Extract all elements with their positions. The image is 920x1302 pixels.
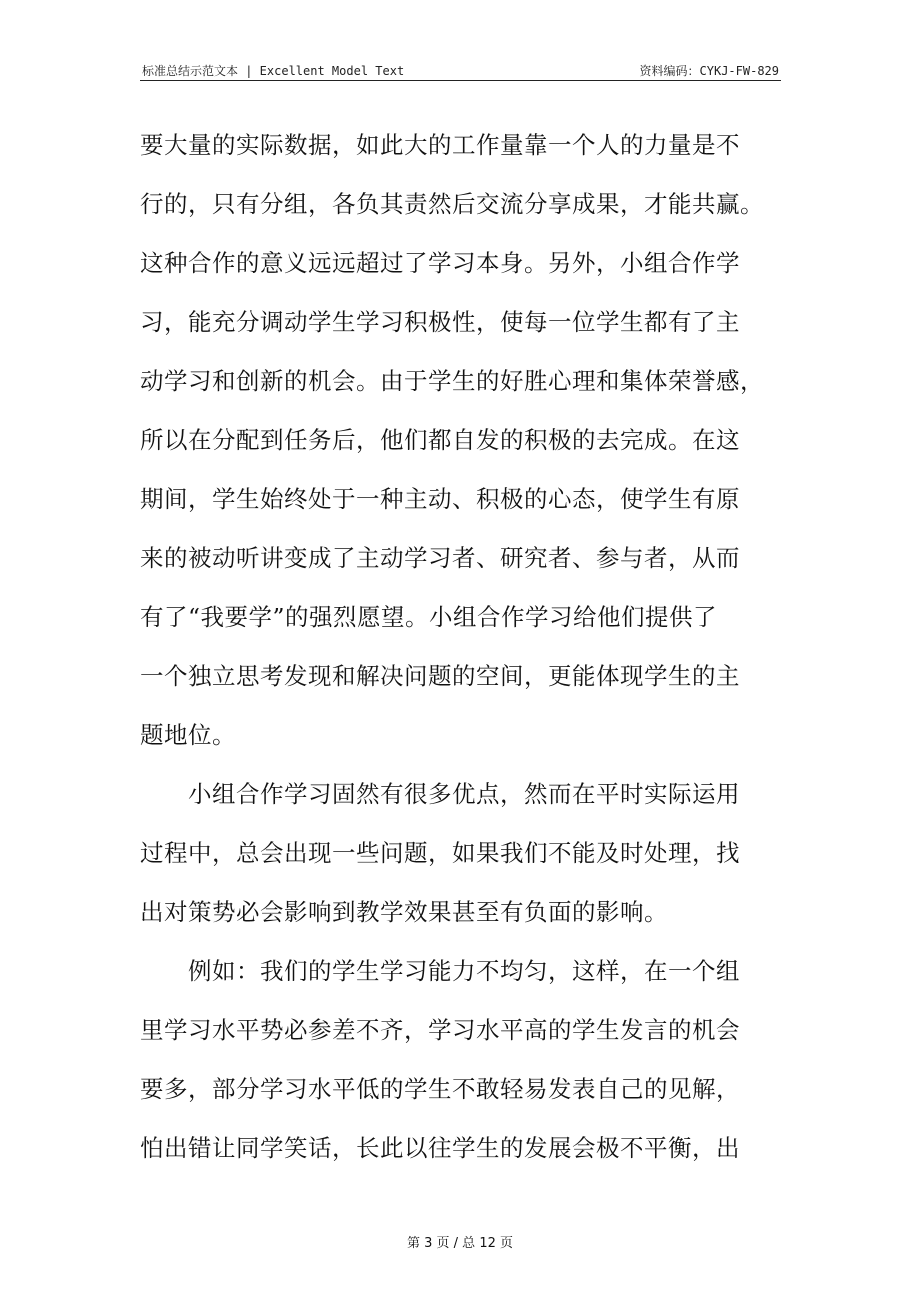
document-code: 资料编码：CYKJ-FW-829: [639, 64, 779, 78]
text-line: 要多，部分学习水平低的学生不敢轻易发表自己的见解，: [140, 1075, 740, 1103]
text-line: 动学习和创新的机会。由于学生的好胜心理和集体荣誉感，: [140, 367, 764, 395]
text-line: 习，能充分调动学生学习积极性，使每一位学生都有了主: [140, 308, 740, 336]
text-line: 出对策势必会影响到教学效果甚至有负面的影响。: [140, 898, 668, 926]
text-line: 里学习水平势必参差不齐，学习水平高的学生发言的机会: [140, 1016, 740, 1044]
text-line: 过程中，总会出现一些问题，如果我们不能及时处理，找: [140, 839, 740, 867]
text-line: 要大量的实际数据，如此大的工作量靠一个人的力量是不: [140, 131, 740, 159]
paragraph-3: [140, 942, 781, 1178]
page-number: 第 3 页 / 总 12 页: [407, 1236, 513, 1251]
text-line: 来的被动听讲变成了主动学习者、研究者、参与者，从而: [140, 544, 740, 572]
paragraph-1: [140, 116, 781, 765]
text-line: 行的，只有分组，各负其责然后交流分享成果，才能共赢。: [140, 190, 764, 218]
document-body: [140, 116, 781, 1178]
text-line: 一个独立思考发现和解决问题的空间，更能体现学生的主: [140, 662, 740, 690]
text-line: 题地位。: [140, 721, 236, 749]
text-line: 期间，学生始终处于一种主动、积极的心态，使学生有原: [140, 485, 740, 513]
paragraph-2: [140, 765, 781, 942]
text-line: 有了“我要学”的强烈愿望。小组合作学习给他们提供了: [140, 603, 718, 631]
text-line: 这种合作的意义远远超过了学习本身。另外，小组合作学: [140, 249, 740, 277]
page-header: [140, 62, 781, 81]
text-line: 怕出错让同学笑话，长此以往学生的发展会极不平衡，出: [140, 1134, 740, 1162]
header-title: 标准总结示范文本 | Excellent Model Text: [142, 64, 405, 78]
text-line: 例如：我们的学生学习能力不均匀，这样，在一个组: [140, 957, 740, 985]
page-footer: [0, 1232, 920, 1251]
text-line: 小组合作学习固然有很多优点，然而在平时实际运用: [140, 780, 740, 808]
text-line: 所以在分配到任务后，他们都自发的积极的去完成。在这: [140, 426, 740, 454]
